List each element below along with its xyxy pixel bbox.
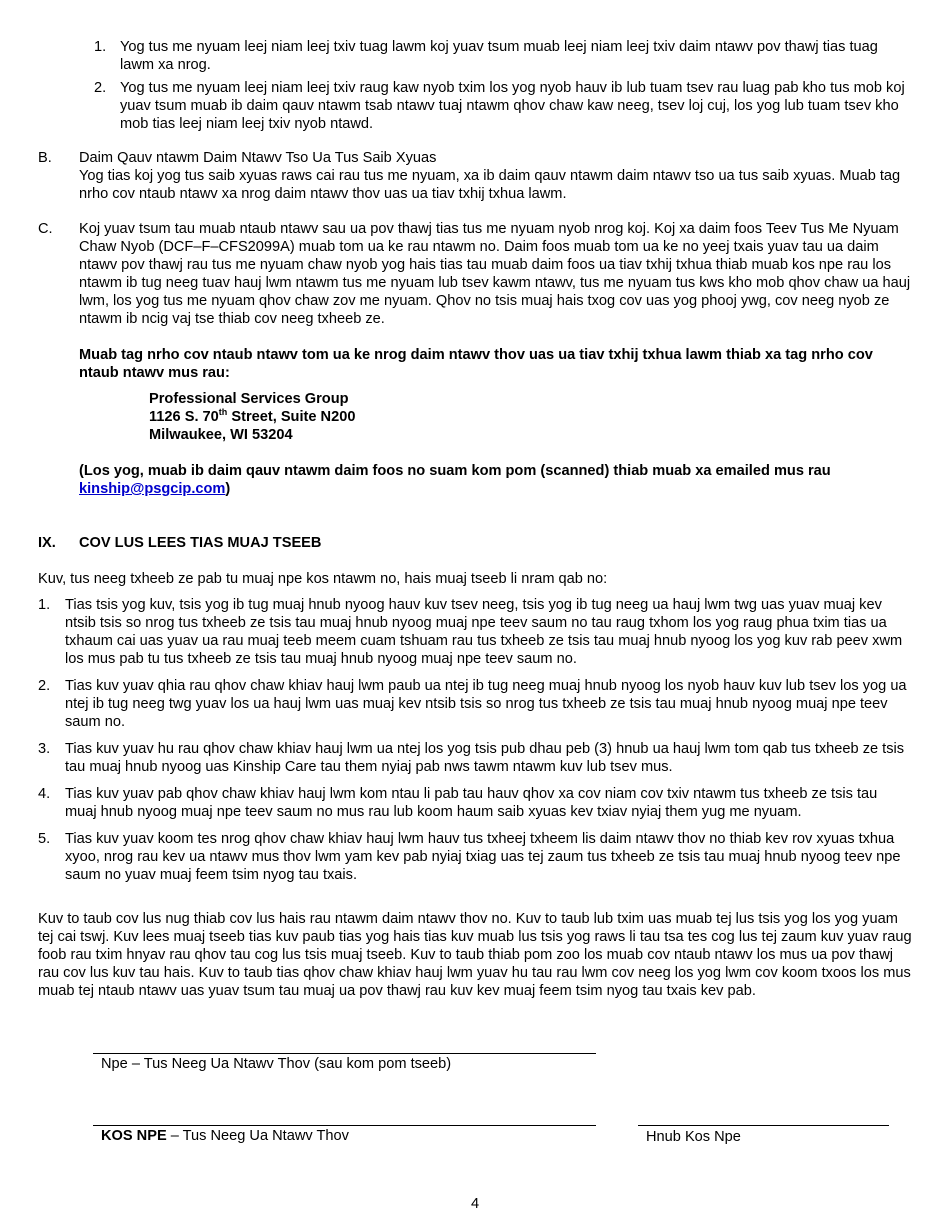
section-b-letter: B. bbox=[38, 150, 52, 166]
list-text: Tias kuv yuav qhia rau qhov chaw khiav hauj lwm paub ua ntej ib tug neeg muaj hnub nyoog los nyob hauv kuv lub tsev los yog ua ntej ib tug neeg twg yuav los ua hauj lwm uas muaj kev ntsib tsis so nrog tus txheeb ze tsis tau muaj hnub nyoog muaj npe teev saum no. bbox=[65, 678, 907, 730]
list-number: 2. bbox=[94, 80, 107, 96]
address-line-1: Professional Services Group bbox=[149, 391, 349, 407]
list-item bbox=[94, 38, 914, 74]
list-number: 2. bbox=[38, 678, 51, 694]
printed-name-line bbox=[93, 1053, 596, 1054]
section-b-text: Yog tias koj yog tus saib xyuas raws cai rau tus me nyuam, xa ib daim qauv ntawm daim ntawv tso ua tus saib xyuas. Muab tag nrho cov ntaub ntawv xa nrog daim ntawv thov uas ua tiav txhij txhua lawm. bbox=[79, 168, 901, 202]
signature-line bbox=[93, 1125, 596, 1126]
date-line bbox=[638, 1125, 889, 1126]
section-c-instruction-text: Muab tag nrho cov ntaub ntawv tom ua ke nrog daim ntawv thov uas ua tiav txhij txhua lawm thiab xa tag nrho cov ntaub ntawv mus rau: bbox=[79, 347, 873, 381]
address-street-rest: Street, Suite N200 bbox=[227, 409, 356, 425]
list-item bbox=[38, 740, 912, 776]
list-item bbox=[38, 830, 912, 884]
section-c bbox=[79, 220, 911, 328]
section-ix-title: COV LUS LEES TIAS MUAJ TSEEB bbox=[79, 535, 322, 551]
mailing-address bbox=[149, 390, 355, 444]
list-text: Yog tus me nyuam leej niam leej txiv tuag lawm koj yuav tsum muab leej niam leej txiv daim ntawv pov thawj tias tuag lawm xa nrog. bbox=[120, 39, 878, 73]
section-ix-numeral: IX. bbox=[38, 535, 56, 551]
section-c-letter: C. bbox=[38, 221, 53, 237]
list-item bbox=[94, 79, 914, 133]
list-number: 4. bbox=[38, 786, 51, 802]
list-number: 1. bbox=[94, 39, 107, 55]
closing-statement: Kuv to taub cov lus nug thiab cov lus hais rau ntawm daim ntawv thov no. Kuv to taub lub txim uas muab tej lus tsis yog los yog yuam tej cai tswj. Kuv lees muaj tseeb tias kuv paub tias yog hais tias kuv muab lus tsis yog raws li tau tsa tes cog lus tej zaum kuv yuav raug foob rau txim hnyav rau qhov tau cog lus tsis muaj tseeb. Kuv to taub thiab pom zoo los muab cov ntaub ntawv los mus ua pov thawj rau cov lus kuv tau hais. Kuv to taub tias qhov chaw khiav hauj lwm yuav hu tau rau lwm cov neeg los yog lwm cov koom txoos los mus muab tej ntaub ntawv uas yuav tsum tau muaj ua pov thawj rau kuv kev muaj feem tsim nyog tau txais kev pab. bbox=[38, 911, 912, 999]
signature-label-bold: KOS NPE bbox=[101, 1128, 167, 1144]
list-text: Tias kuv yuav koom tes nrog qhov chaw khiav hauj lwm hauv tus txheej txheem lis daim ntawv thov no thiab kev rov xyuas txhua xyoo, nrog rau kev ua ntawv mus thov lwm yam kev pab nyiaj txiag uas tej zaum tus txheeb ze tsis tau muaj hnub nyoog teev npe saum no yuav muaj feem tsim nyog tau txais. bbox=[65, 831, 901, 883]
section-c-instruction bbox=[79, 346, 911, 382]
section-c-text: Koj yuav tsum tau muab ntaub ntawv sau ua pov thawj tias tus me nyuam nyob nrog koj. Koj xa daim foos Teev Tus Me Nyuam Chaw Nyob (DCF–F–CFS2099A) muab tom ua ke rau ntawm no. Daim foos muab tom ua ke no yeej txais yuav tau ua daim ntawv pov thawj rau tus me nyuam chaw nyob yog hais tias tau muab daim foos ua tiav txhij txhua thiab muab kos npe rau los ntawm ib tug neeg tuav hauj lwm ntawm tus me nyuam lub tsev kawm ntawv, tus me nyuam tus kws kho mob qhov chaw ua hauj lwm, los yog tus me nyuam qhov chaw zov me nyuam. Qhov no tsis muaj hais txog cov uas yog phooj ywg, cov neeg nyob ze ntawm ib ncig vaj tse thiab cov neeg txheeb ze. bbox=[79, 221, 911, 327]
list-item bbox=[38, 785, 912, 821]
address-street-number: 1126 S. 70 bbox=[149, 409, 219, 425]
email-note-close: ) bbox=[225, 481, 231, 497]
list-text: Tias tsis yog kuv, tsis yog ib tug muaj hnub nyoog hauv kuv tsev neeg, tsis yog ib tug neeg ua hauj lwm twg uas yuav muaj kev ntsib tsis so nrog tus txheeb ze tsis tau muaj hnub nyoog muaj npe teev saum no tau raug txhom los yog raug phua txim tias ua txhaum cai uas yuav ua rau muaj teeb meem cuam tshuam rau tus txheeb ze tsis tau muaj hnub nyoog los yog kuv rab peev xwm los mus pab tu tus txheeb ze tsis tau muaj hnub nyoog muaj npe teev saum no. bbox=[65, 597, 903, 667]
section-b-title: Daim Qauv ntawm Daim Ntawv Tso Ua Tus Saib Xyuas bbox=[79, 150, 437, 166]
page-number: 4 bbox=[470, 1196, 480, 1212]
list-number: 5. bbox=[38, 831, 51, 847]
section-b bbox=[79, 149, 911, 203]
email-note-text: (Los yog, muab ib daim qauv ntawm daim foos no suam kom pom (scanned) thiab muab xa emailed mus rau bbox=[79, 463, 831, 479]
list-text: Tias kuv yuav hu rau qhov chaw khiav hauj lwm ua ntej los yog tsis pub dhau peb (3) hnub ua hauj lwm tom qab tus txheeb ze tsis tau muaj hnub nyoog uas Kinship Care tau them nyiaj pab nws tawm ntawm kuv lub tsev mus. bbox=[65, 741, 905, 775]
list-number: 1. bbox=[38, 597, 51, 613]
date-label: Hnub Kos Npe bbox=[646, 1129, 741, 1145]
address-line-2 bbox=[149, 408, 355, 426]
list-number: 3. bbox=[38, 741, 51, 757]
address-line-3: Milwaukee, WI 53204 bbox=[149, 427, 293, 443]
printed-name-label: Npe – Tus Neeg Ua Ntawv Thov (sau kom pom tseeb) bbox=[101, 1056, 452, 1072]
list-text: Yog tus me nyuam leej niam leej txiv raug kaw nyob txim los yog nyob hauv ib lub tuam tsev rau luag pab kho tus mob koj yuav tsum muab ib daim qauv ntawm tsab ntawv tuaj ntawm qhov chaw kaw neeg, tsev loj cuj, los yog lub tuam tsev kho mob tias leej niam leej txiv nyob ntawd. bbox=[120, 80, 905, 132]
section-ix-intro: Kuv, tus neeg txheeb ze pab tu muaj npe kos ntawm no, hais muaj tseeb li nram qab no: bbox=[38, 571, 608, 587]
address-ordinal: th bbox=[218, 407, 228, 418]
list-text: Tias kuv yuav pab qhov chaw khiav hauj lwm kom ntau li pab tau hauv qhov xa cov niam cov txiv ntawm tus txheeb ze tsis tau muaj hnub nyoog muaj npe teev saum no mus rau lub koom haum saib xyuas kev txiav nyiaj them yug me nyuam. bbox=[65, 786, 878, 820]
list-item bbox=[38, 677, 912, 731]
signature-label bbox=[101, 1127, 349, 1145]
email-link[interactable]: kinship@psgcip.com bbox=[79, 481, 226, 497]
signature-label-rest: – Tus Neeg Ua Ntawv Thov bbox=[166, 1128, 349, 1144]
email-note bbox=[79, 462, 911, 498]
list-item bbox=[38, 596, 912, 668]
